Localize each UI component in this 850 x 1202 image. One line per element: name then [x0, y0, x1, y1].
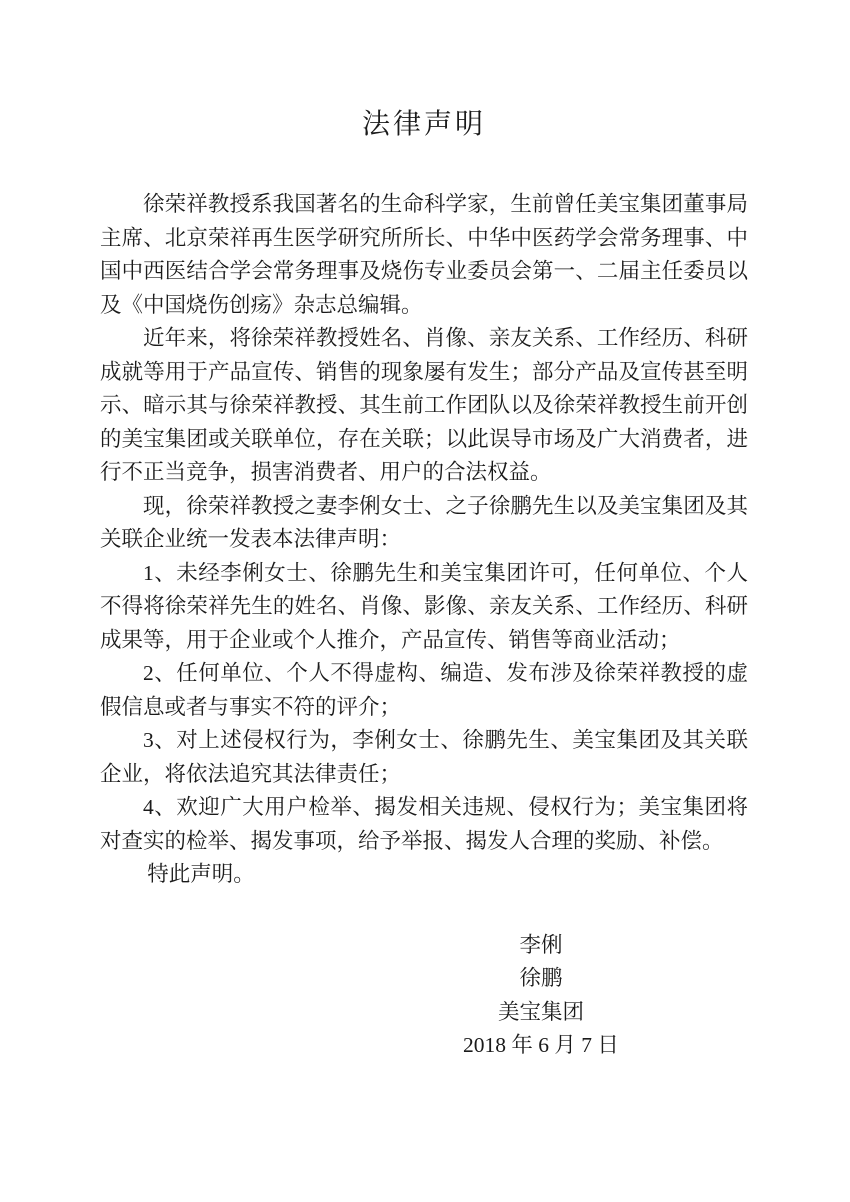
- intro-paragraph: 徐荣祥教授系我国著名的生命科学家，生前曾任美宝集团董事局主席、北京荣祥再生医学研究所所长、中华中医药学会常务理事、中国中西医结合学会常务理事及烧伤专业委员会第一、二届主任委员以及《中国烧伤创疡》杂志总编辑。: [100, 192, 748, 317]
- clause-2: 2、任何单位、个人不得虚构、编造、发布涉及徐荣祥教授的虚假信息或者与事实不符的评介；: [100, 661, 748, 719]
- document-body: [100, 188, 748, 892]
- closing-statement: 特此声明。: [147, 862, 255, 886]
- signatory-name: 李俐: [519, 932, 563, 957]
- signature-date: 2018 年 6 月 7 日: [463, 1033, 619, 1057]
- signatory-organization: 美宝集团: [497, 999, 584, 1024]
- page-title: 法律声明: [361, 109, 486, 140]
- clause-1: 1、未经李俐女士、徐鹏先生和美宝集团许可，任何单位、个人不得将徐荣祥先生的姓名、肖像、影像、亲友关系、工作经历、科研成果等，用于企业或个人推介，产品宣传、销售等商业活动；: [100, 560, 748, 652]
- signatory-name: 徐鹏: [519, 966, 563, 990]
- signature-block: [217, 929, 850, 1063]
- clause-3: 3、对上述侵权行为，李俐女士、徐鹏先生、美宝集团及其关联企业，将依法追究其法律责任；: [100, 728, 748, 786]
- background-paragraph: 近年来，将徐荣祥教授姓名、肖像、亲友关系、工作经历、科研成就等用于产品宣传、销售的现象屡有发生；部分产品及宣传甚至明示、暗示其与徐荣祥教授、其生前工作团队以及徐荣祥教授生前开创的美宝集团或关联单位，存在关联；以此误导市场及广大消费者，进行不正当竞争，损害消费者、用户的合法权益。: [100, 326, 748, 484]
- clause-4: 4、欢迎广大用户检举、揭发相关违规、侵权行为；美宝集团将对查实的检举、揭发事项，给予举报、揭发人合理的奖励、补偿。: [100, 795, 748, 853]
- declaration-lead-paragraph: 现，徐荣祥教授之妻李俐女士、之子徐鹏先生以及美宝集团及其关联企业统一发表本法律声明：: [100, 493, 748, 551]
